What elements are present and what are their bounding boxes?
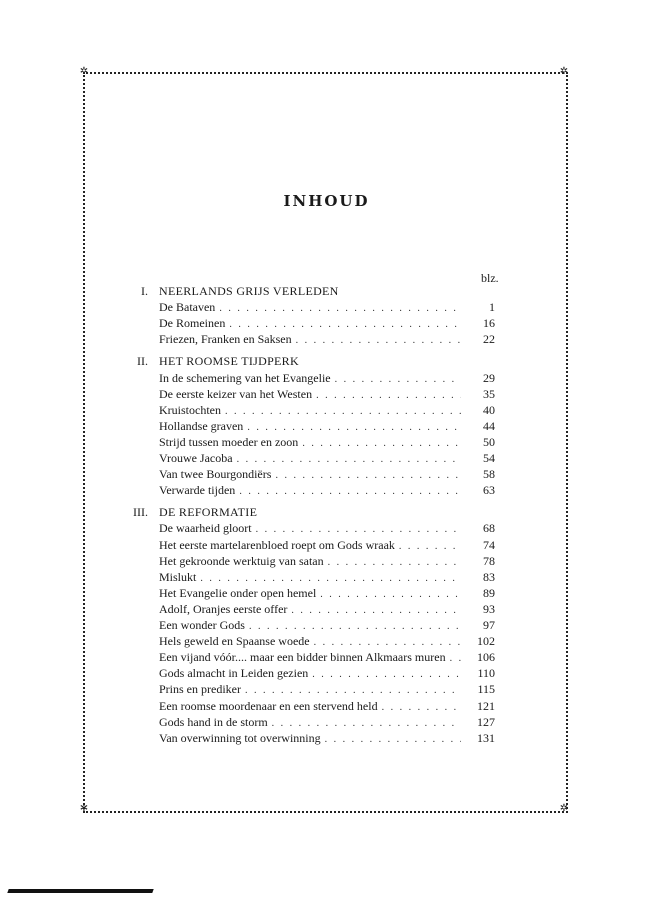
dot-leader	[314, 637, 461, 648]
toc-entry[interactable]	[159, 731, 495, 747]
toc-entry-title: Prins en prediker	[159, 682, 241, 697]
dot-leader	[247, 422, 461, 433]
dot-leader	[335, 374, 461, 385]
dot-leader	[225, 406, 461, 417]
toc-entry-title: Hels geweld en Spaanse woede	[159, 634, 310, 649]
dot-leader	[296, 335, 461, 346]
toc-entry-title: Gods hand in de storm	[159, 714, 268, 729]
toc-entry[interactable]	[159, 699, 495, 715]
dot-leader	[237, 454, 461, 465]
section-heading	[0, 505, 653, 521]
toc-entry-page: 131	[477, 730, 495, 745]
dot-leader	[316, 390, 461, 401]
dot-leader	[302, 438, 461, 449]
toc-entry[interactable]	[159, 300, 495, 316]
dot-leader	[320, 589, 461, 600]
toc-entry-page: 93	[483, 601, 495, 616]
dot-leader	[256, 524, 461, 535]
dot-leader	[275, 470, 461, 481]
toc-entry-page: 83	[483, 569, 495, 584]
toc-entry-title: In de schemering van het Evangelie	[159, 370, 331, 385]
toc-entry-page: 110	[477, 666, 495, 681]
corner-star-icon: ✲	[559, 66, 569, 77]
toc-entry-title: Vrouwe Jacoba	[159, 451, 233, 465]
section-heading	[0, 284, 653, 300]
toc-entry-title: Het Evangelie onder open hemel	[159, 585, 317, 600]
toc-entry-page: 89	[483, 585, 495, 600]
toc-entry-page: 102	[477, 634, 495, 649]
toc-entry-page: 58	[483, 467, 495, 482]
section-title: HET ROOMSE TIJDPERK	[159, 354, 299, 369]
dot-leader	[245, 685, 461, 696]
toc-entry-page: 44	[483, 418, 495, 433]
toc-entry-title: Van overwinning tot overwinning	[159, 730, 321, 745]
toc-entry-page: 1	[489, 300, 495, 315]
toc-entry-page: 127	[477, 714, 495, 729]
toc-entry[interactable]	[159, 316, 495, 332]
toc-entry-page: 115	[477, 682, 495, 697]
toc-entry-page: 29	[483, 370, 495, 385]
toc-entry-page: 54	[483, 451, 495, 465]
page-title: INHOUD	[283, 192, 370, 210]
toc-entry[interactable]	[159, 371, 495, 387]
toc-entry[interactable]	[159, 387, 495, 403]
toc-entry-title: Friezen, Franken en Saksen	[159, 332, 292, 347]
toc-entry[interactable]	[159, 419, 495, 435]
toc-entry-page: 16	[483, 316, 495, 331]
toc-entry[interactable]	[159, 666, 495, 682]
scan-edge-mark	[7, 889, 153, 893]
section-number: II.	[137, 354, 148, 369]
dot-leader	[272, 718, 461, 729]
toc-entry[interactable]	[159, 618, 495, 634]
toc-entry-page: 121	[477, 698, 495, 713]
toc-entry-page: 68	[483, 521, 495, 536]
section-title: DE REFORMATIE	[159, 505, 258, 520]
toc-entry[interactable]	[159, 435, 495, 451]
section-heading	[0, 354, 653, 370]
toc-entry-page: 50	[483, 434, 495, 449]
toc-entry[interactable]	[159, 715, 495, 731]
toc-entry-page: 22	[483, 332, 495, 347]
toc-entry-title: Een vijand vóór.... maar een bidder binnen Alkmaars muren	[159, 650, 446, 665]
corner-star-icon: ✲	[79, 803, 89, 814]
toc-entry[interactable]	[159, 332, 495, 348]
toc-entry[interactable]	[159, 586, 495, 602]
toc-entry[interactable]	[159, 483, 495, 499]
dot-leader	[450, 653, 461, 664]
toc-entry[interactable]	[159, 634, 495, 650]
toc-entry[interactable]	[159, 538, 495, 554]
dot-leader	[291, 605, 461, 616]
dot-leader	[239, 486, 461, 497]
toc-entry-page: 35	[483, 386, 495, 401]
toc-entry-page: 40	[483, 402, 495, 417]
toc-entry[interactable]	[159, 451, 495, 467]
corner-star-icon: ✲	[559, 803, 569, 814]
toc-entry[interactable]	[159, 650, 495, 666]
toc-entry[interactable]	[159, 682, 495, 698]
dot-leader	[229, 319, 461, 330]
dot-leader	[325, 734, 461, 745]
dot-leader	[328, 557, 461, 568]
dot-leader	[219, 303, 461, 314]
toc-entry-page: 74	[483, 537, 495, 552]
toc-entry[interactable]	[159, 521, 495, 537]
toc-entry[interactable]	[159, 467, 495, 483]
toc-entry[interactable]	[159, 403, 495, 419]
toc-entry-title: De waarheid gloort	[159, 521, 252, 536]
toc-entry-title: Adolf, Oranjes eerste offer	[159, 601, 288, 616]
toc-entry-title: Het eerste martelarenbloed roept om Gods wraak	[159, 537, 395, 552]
toc-entry-title: Hollandse graven	[159, 418, 244, 433]
toc-entry[interactable]	[159, 570, 495, 586]
toc-entry-title: Het gekroonde werktuig van satan	[159, 553, 324, 568]
dot-leader	[200, 573, 461, 584]
page-column-label: blz.	[481, 271, 499, 285]
toc-entry-title: Een wonder Gods	[159, 618, 245, 632]
dot-leader	[382, 702, 461, 713]
toc-entry-page: 97	[483, 618, 495, 632]
toc-entry[interactable]	[159, 602, 495, 618]
section-number: I.	[141, 284, 148, 298]
section-title: NEERLANDS GRIJS VERLEDEN	[159, 284, 339, 298]
toc-entry-title: De eerste keizer van het Westen	[159, 386, 313, 401]
dot-leader	[312, 669, 461, 680]
section-number: III.	[133, 505, 148, 520]
toc-entry-title: Gods almacht in Leiden gezien	[159, 666, 309, 681]
toc-entry-title: De Romeinen	[159, 316, 226, 331]
corner-star-icon: ✲	[79, 66, 89, 77]
toc-entry-title: Verwarde tijden	[159, 483, 236, 498]
toc-entry-title: De Bataven	[159, 300, 216, 315]
toc-entry-title: Een roomse moordenaar en een stervend held	[159, 698, 378, 713]
dot-leader	[249, 621, 461, 632]
toc-entry-title: Strijd tussen moeder en zoon	[159, 434, 299, 449]
toc-entry[interactable]	[159, 554, 495, 570]
dot-leader	[399, 541, 461, 552]
toc-entry-title: Kruistochten	[159, 402, 221, 417]
toc-entry-page: 106	[477, 650, 495, 665]
toc-entry-title: Van twee Bourgondiërs	[159, 467, 272, 482]
toc-entry-page: 78	[483, 553, 495, 568]
toc-entry-page: 63	[483, 483, 495, 498]
toc-entry-title: Mislukt	[159, 569, 197, 584]
